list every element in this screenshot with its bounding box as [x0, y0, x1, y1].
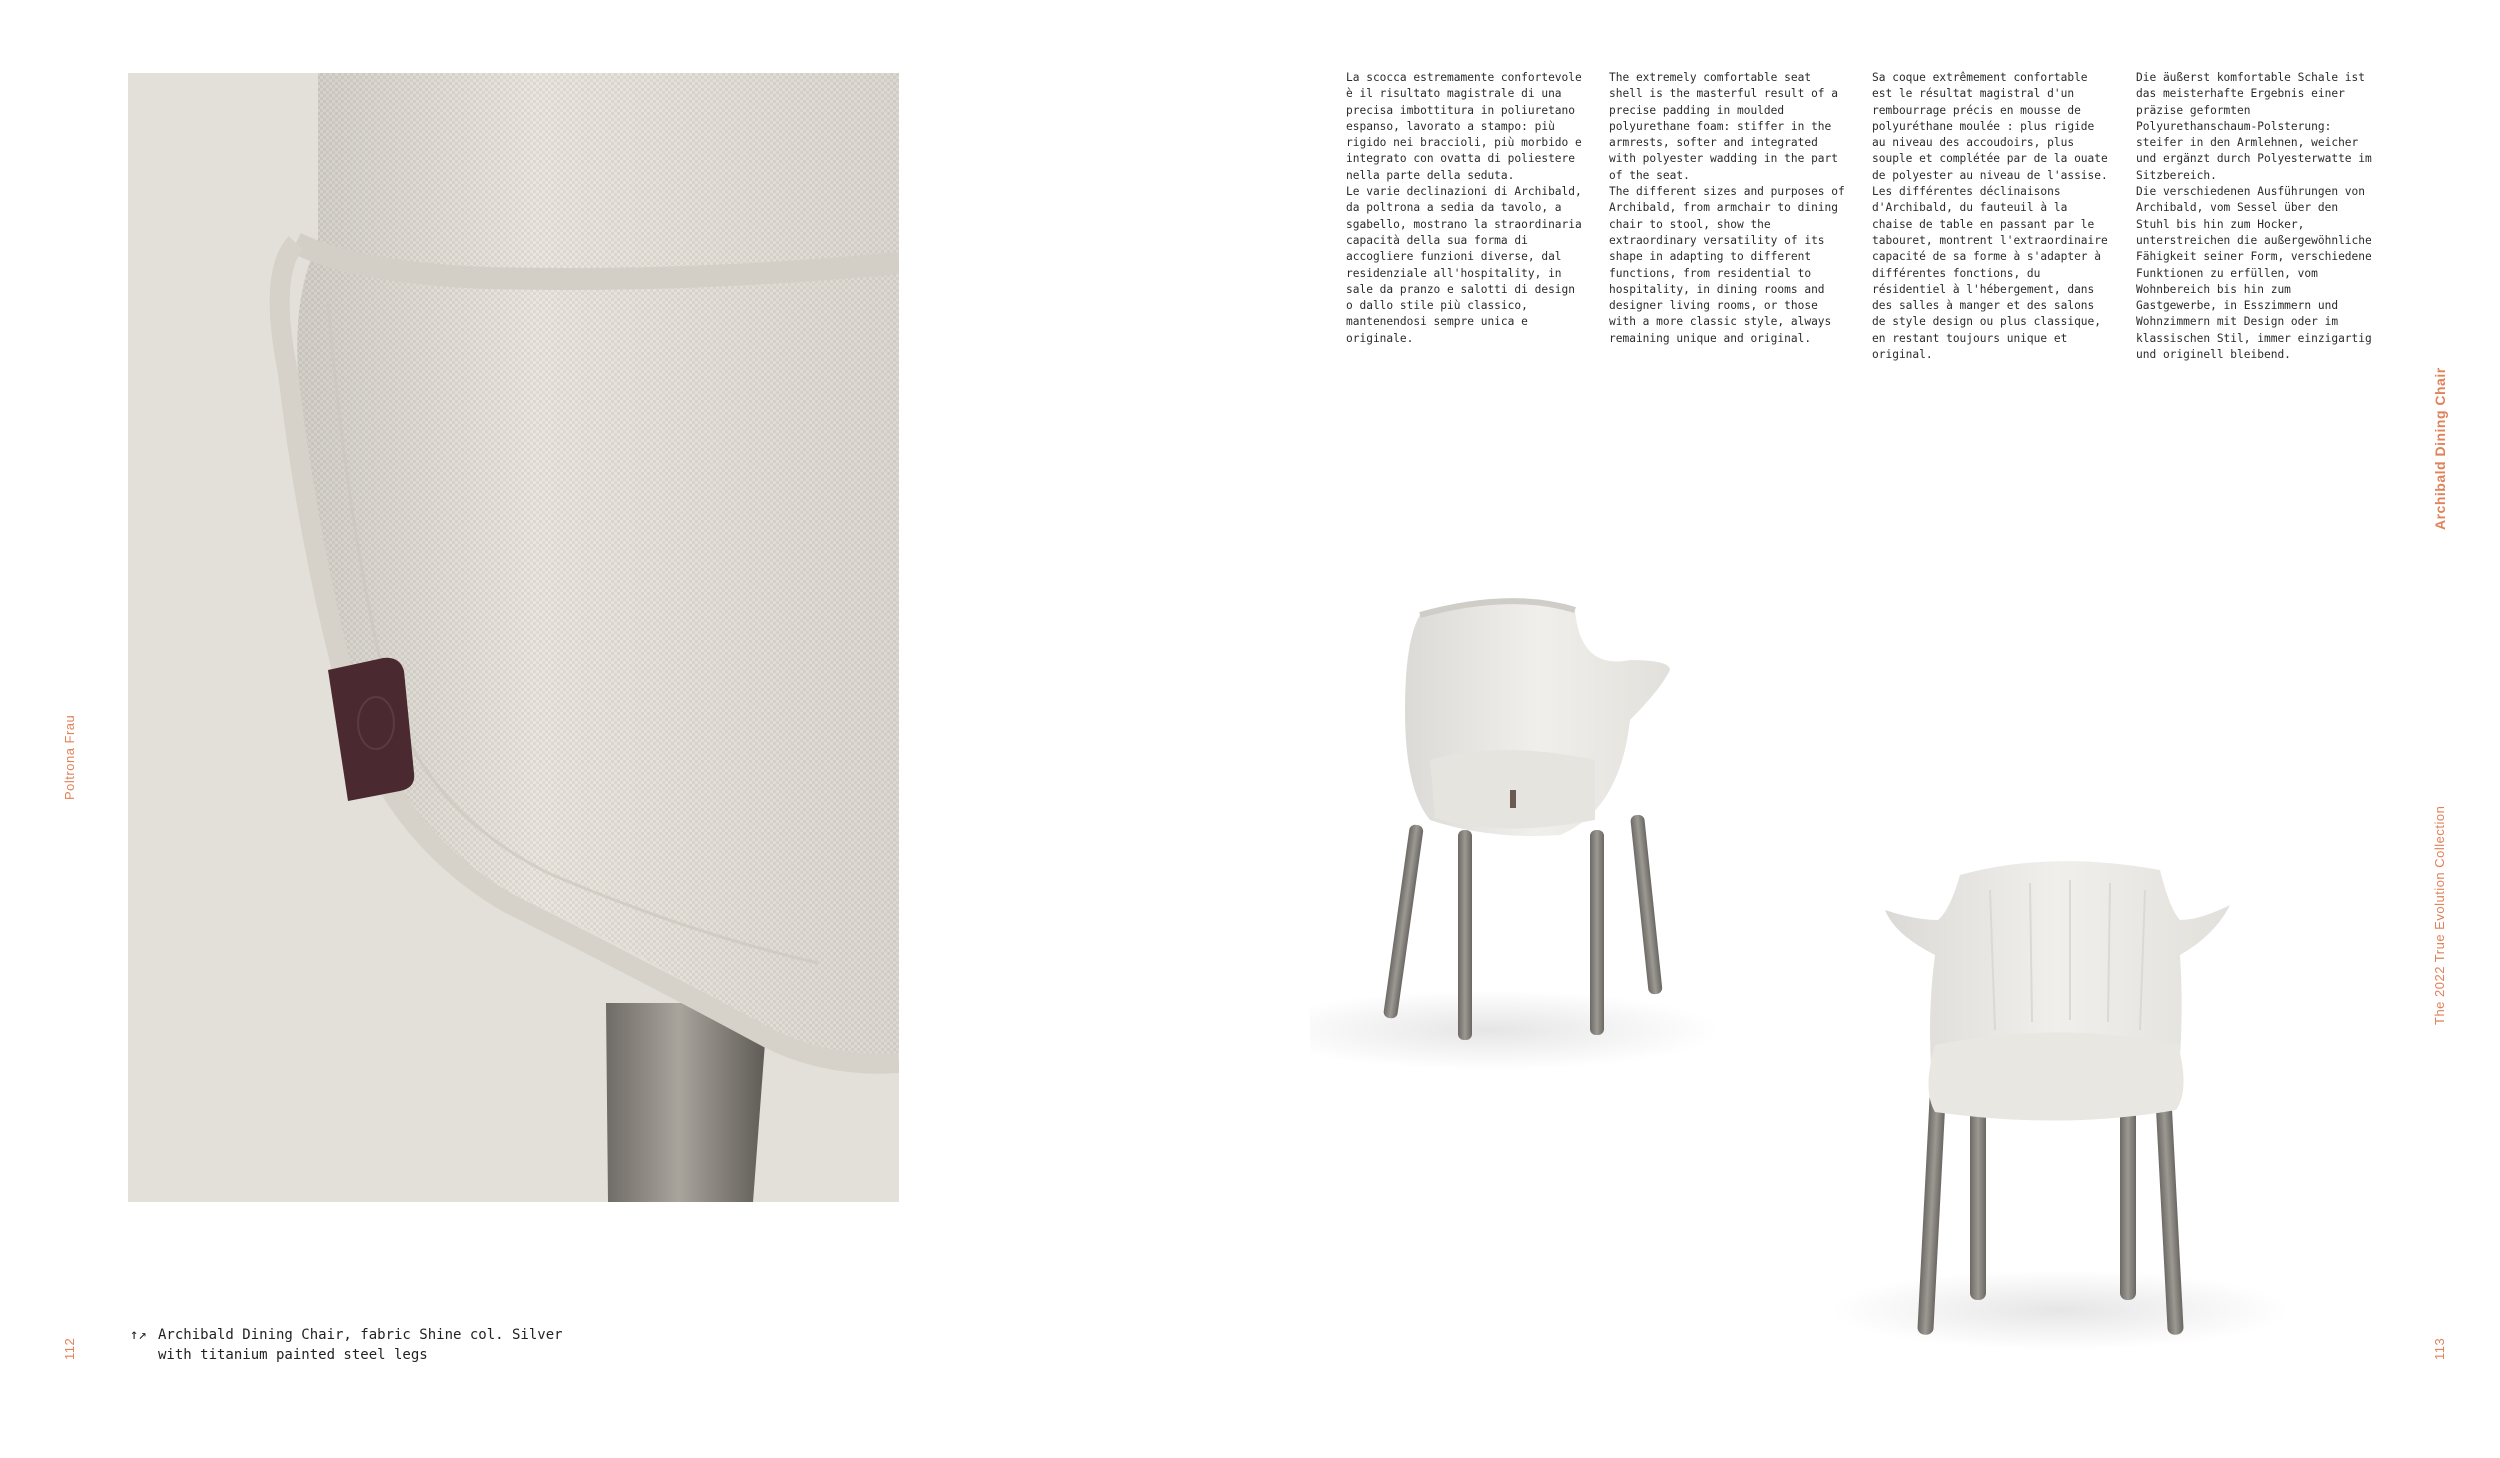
paragraph: Sa coque extrêmement confortable est le résultat magistral d'un rembourrage précis en mousse de polyuréthane moulée : plus rigide au niveau des accoudoirs, plus souple et complétée par de la ouate de polyester au niveau de l'assise. — [1872, 71, 2108, 182]
paragraph: Le varie declinazioni di Archibald, da poltrona a sedia da tavolo, a sgabello, mostrano la straordinaria capacità della sua forma di accogliere funzioni diverse, dal residenziale all'hospitality, in sale da pranzo e salotti di design o dallo stile più classico, mantenendosi sempre unica e originale. — [1346, 185, 1582, 345]
caption-arrows-icon: ↑↗ — [130, 1327, 147, 1343]
paragraph: Die verschiedenen Ausführungen von Archibald, vom Sessel über den Stuhl bis hin zum Hocker, unterstreichen die außergewöhnliche Fähigkeit seiner Form, verschiedene Funktionen zu erfüllen, vom Wohnbereich bis hin zum Gastgewerbe, in Esszimmern und Wohnzimmern mit Design oder im klassischen Stil, immer einzigartig und originell bleibend. — [2136, 185, 2372, 362]
photo-caption — [130, 1325, 590, 1365]
text-column-italian — [1346, 70, 1586, 347]
paragraph: Les différentes déclinaisons d'Archibald, du fauteuil à la chaise de table en passant par le tabouret, montrent l'extraordinaire capacité de sa forme à s'adapter à différentes fonctions, du résidentiel à l'hébergement, dans des salles à manger et des salons de style design ou plus classique, en restant toujours unique et original. — [1872, 185, 2108, 362]
section-label: Archibald Dining Chair — [2432, 367, 2448, 530]
collection-label: The 2022 True Evolution Collection — [2432, 805, 2447, 1025]
chair-front-view — [1830, 861, 2290, 1350]
brand-label: Poltrona Frau — [62, 714, 77, 800]
fabric-closeup-photo — [128, 73, 899, 1202]
text-column-german — [2136, 70, 2376, 363]
paragraph: Die äußerst komfortable Schale ist das meisterhafte Ergebnis einer präzise geformten Polyurethanschaum-Polsterung: steifer in den Armlehnen, weicher und ergänzt durch Polyesterwatte im Sitzbereich. — [2136, 71, 2372, 182]
caption-text: Archibald Dining Chair, fabric Shine col. Silver with titanium painted steel legs — [158, 1327, 563, 1363]
chair-back-view — [1310, 601, 1720, 1070]
paragraph: The different sizes and purposes of Archibald, from armchair to dining chair to stool, show the extraordinary versatility of its shape in adapting to different functions, from residential to hospitality, in dining rooms and designer living rooms, or those with a more classic style, always remaining unique and original. — [1609, 185, 1845, 345]
text-column-french — [1872, 70, 2112, 363]
page-number-right: 113 — [2432, 1337, 2447, 1360]
chairs-photo — [1310, 590, 2410, 1420]
paragraph: The extremely comfortable seat shell is the masterful result of a precise padding in moulded polyurethane foam: stiffer in the armrests, softer and integrated with polyester wadding in the part of the seat. — [1609, 71, 1839, 182]
text-column-english — [1609, 70, 1849, 347]
page-number-left: 112 — [62, 1337, 77, 1360]
paragraph: La scocca estremamente confortevole è il risultato magistrale di una precisa imbottitura in poliuretano espanso, lavorato a stampo: più rigido nei braccioli, più morbido e integrato con ovatta di poliestere nella parte della seduta. — [1346, 71, 1582, 182]
